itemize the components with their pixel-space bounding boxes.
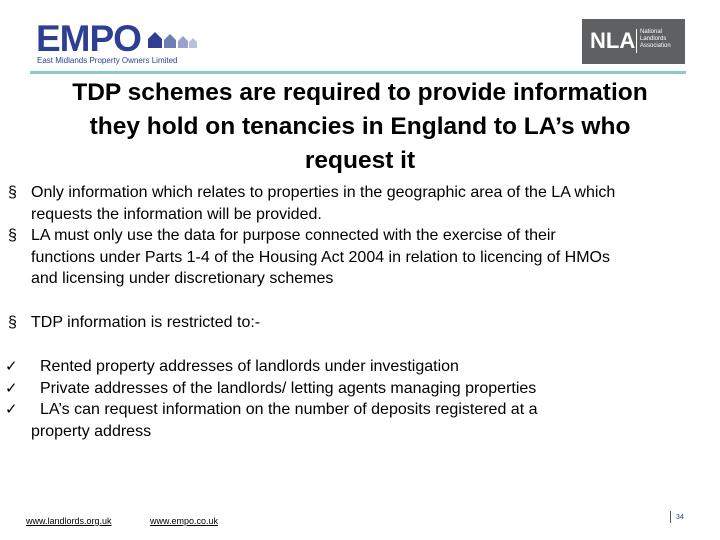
- list-item-line: and licensing under discretionary schemes: [31, 270, 334, 287]
- nla-wordmark: NLA: [590, 28, 636, 53]
- list-item-line: Rented property addresses of landlords under investigation: [40, 358, 459, 375]
- square-bullet-icon: §: [8, 184, 17, 201]
- check-list: [5, 356, 538, 442]
- page-number: 34: [676, 514, 684, 521]
- list-item-line: LA’s can request information on the number of deposits registered at a: [40, 401, 538, 418]
- empo-subtitle: East Midlands Property Owners Limited: [37, 56, 178, 65]
- page-number-divider: [670, 511, 671, 523]
- checkmark-icon: ✓: [5, 379, 18, 397]
- list-item: [5, 399, 538, 442]
- houses-icon: [148, 32, 198, 48]
- nla-divider: [636, 29, 637, 53]
- list-item-line: functions under Parts 1-4 of the Housing Act 2004 in relation to licencing of HMOs: [31, 248, 610, 266]
- restricted-heading: TDP information is restricted to:-: [31, 314, 261, 331]
- square-bullet-icon: §: [8, 227, 17, 244]
- footer-link-empo[interactable]: www.empo.co.uk: [150, 516, 219, 526]
- title-line: TDP schemes are required to provide information: [72, 79, 648, 106]
- checkmark-icon: ✓: [5, 401, 18, 418]
- list-item-line: property address: [31, 422, 152, 440]
- header-rule: [30, 71, 686, 74]
- square-bullet-icon: §: [8, 314, 17, 331]
- list-item-line: requests the information will be provided.: [31, 205, 322, 223]
- list-item: [8, 312, 260, 334]
- restricted-list: [8, 312, 260, 334]
- nla-line: Landlords: [640, 36, 667, 42]
- list-item: [5, 378, 537, 400]
- slide-title: [20, 76, 700, 178]
- list-item: [5, 356, 537, 378]
- list-item-line: Private addresses of the landlords/ letting agents managing properties: [40, 379, 537, 397]
- empo-logo: [36, 20, 206, 70]
- list-item: [8, 182, 615, 225]
- title-line: request it: [304, 147, 416, 174]
- list-item-line: LA must only use the data for purpose connected with the exercise of their: [31, 227, 556, 244]
- nla-logo: [582, 19, 685, 64]
- bullet-list: [8, 182, 615, 290]
- list-item: [8, 225, 615, 290]
- checkmark-icon: ✓: [5, 358, 18, 375]
- footer-link-landlords[interactable]: www.landlords.org.uk: [26, 516, 112, 526]
- nla-line: Association: [640, 43, 671, 49]
- nla-line: National: [640, 29, 663, 35]
- empo-wordmark: EMPO: [36, 18, 141, 59]
- list-item-line: Only information which relates to properties in the geographic area of the LA which: [31, 184, 616, 201]
- nla-lines: [640, 29, 671, 50]
- title-line: they hold on tenancies in England to LA’s who: [89, 113, 631, 140]
